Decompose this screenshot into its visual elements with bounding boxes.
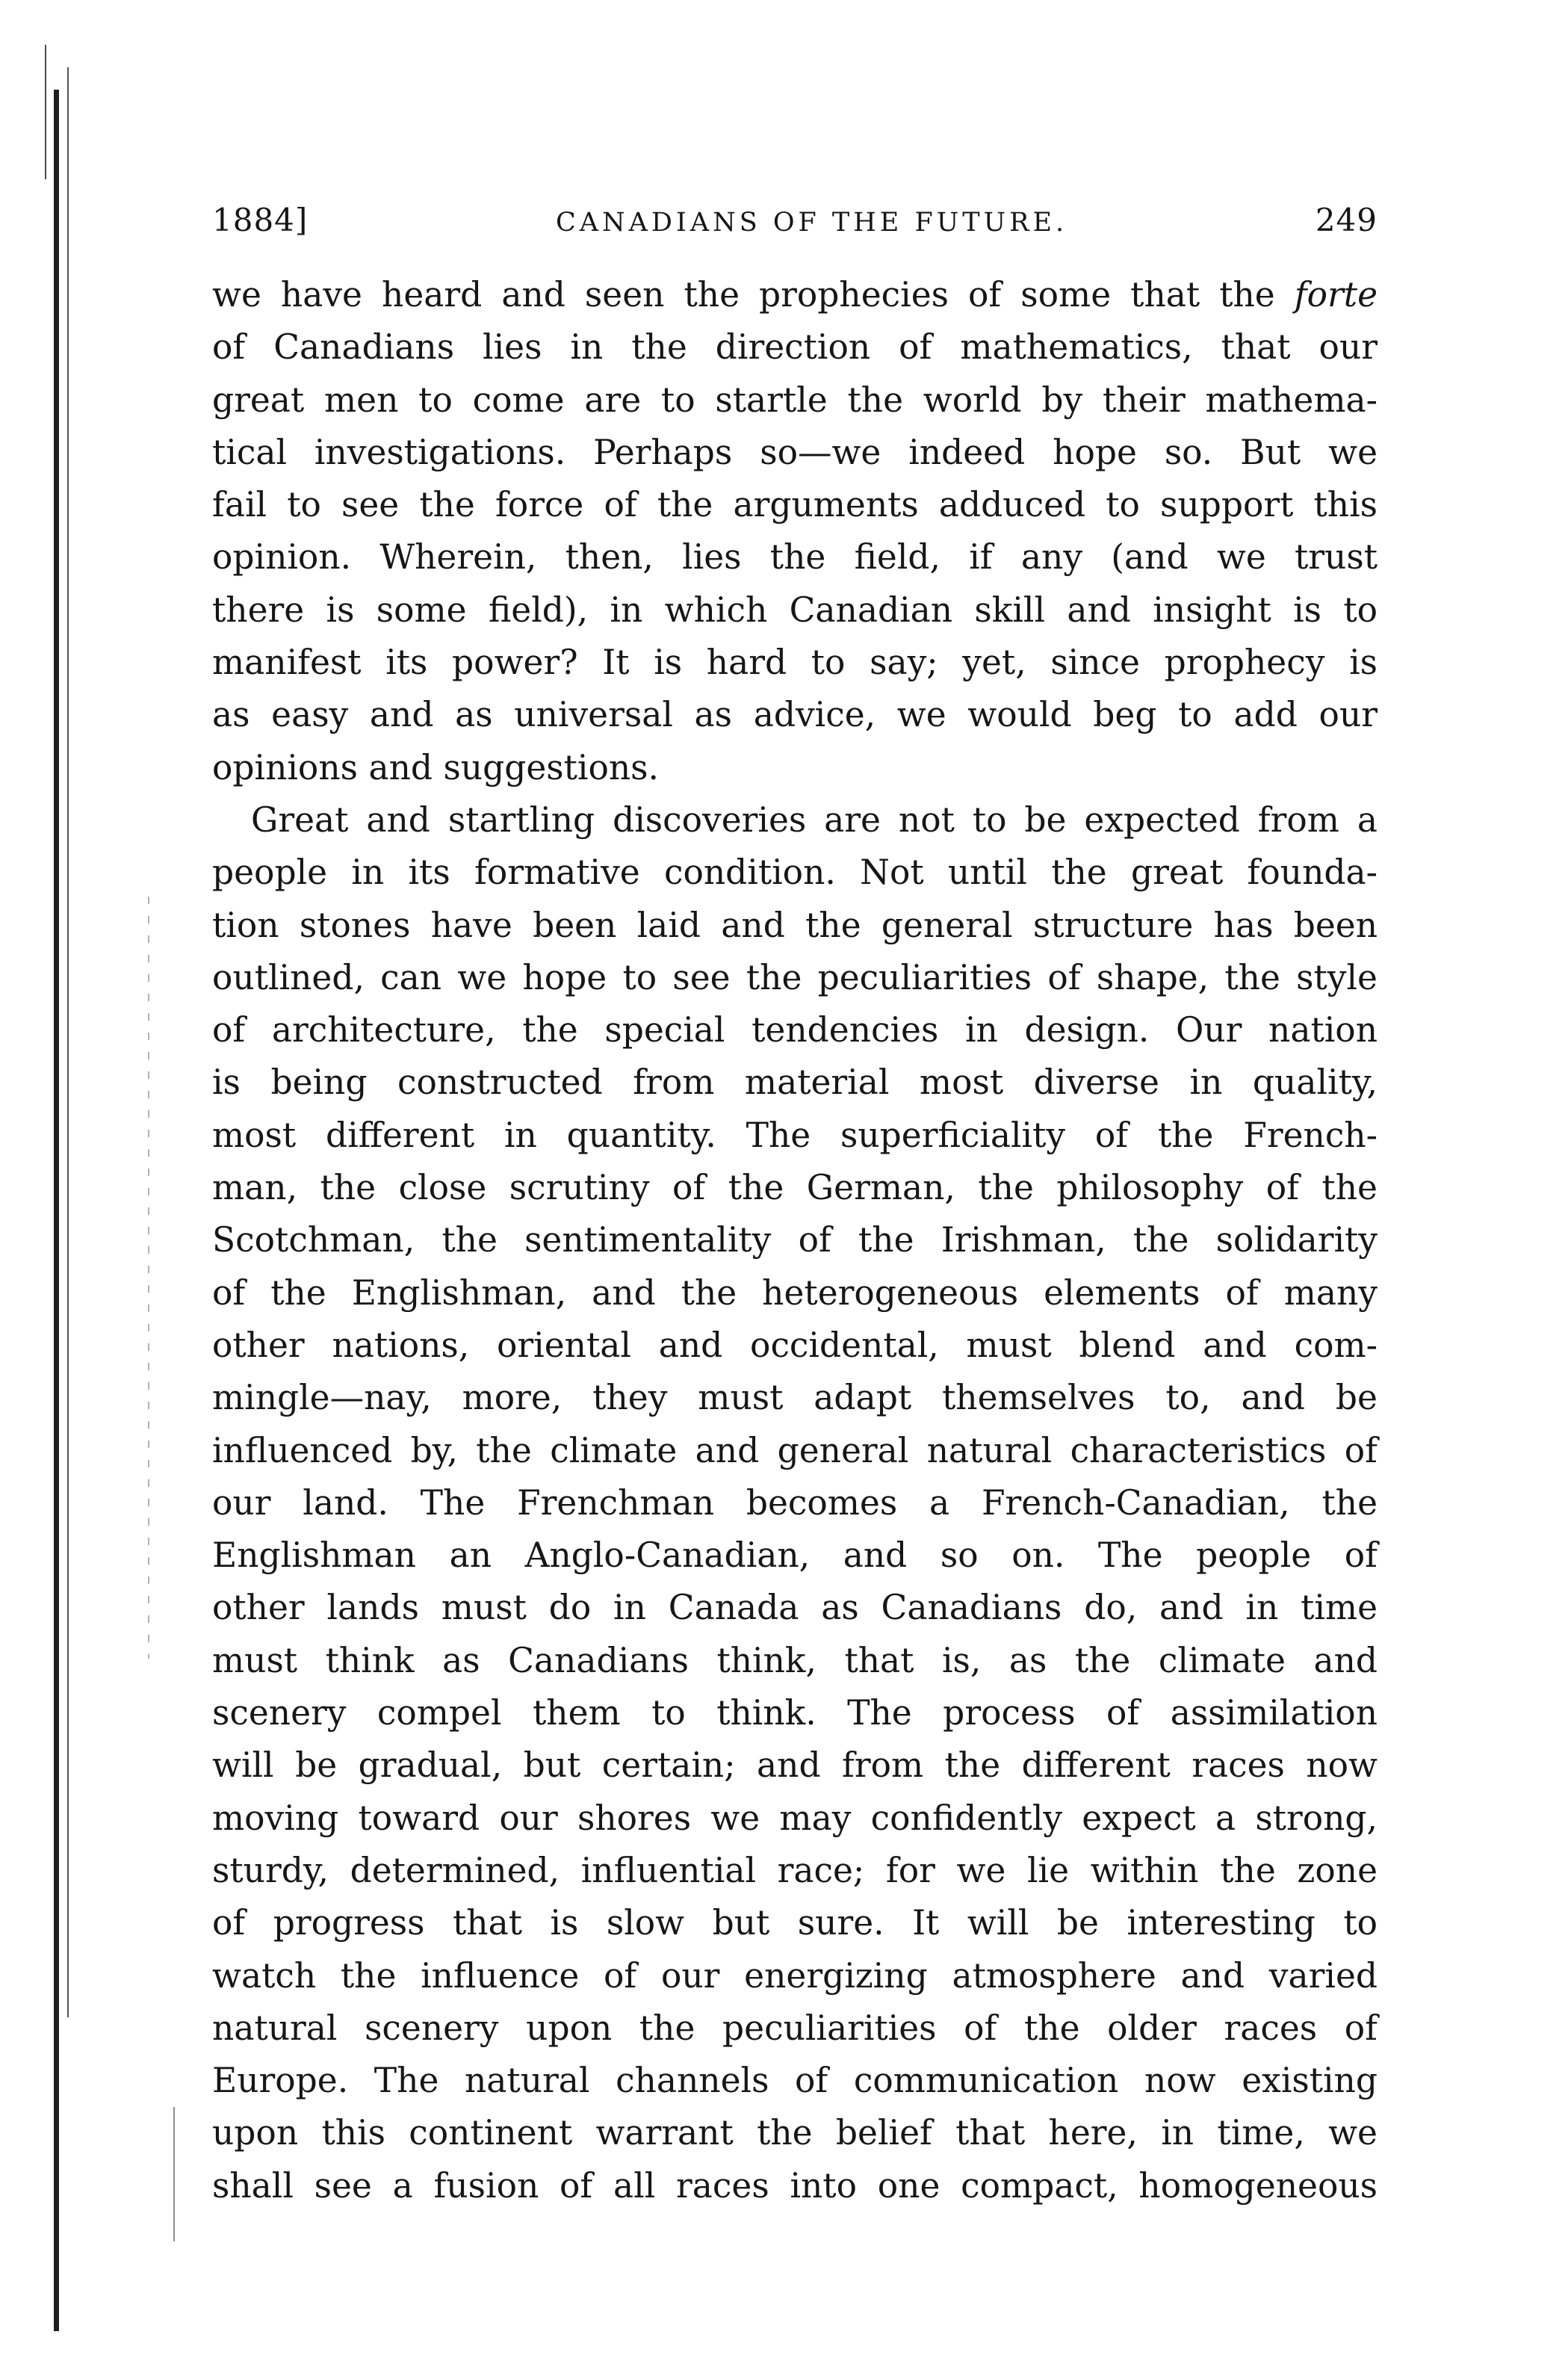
paragraph-2 — [212, 794, 1378, 2212]
text-line: Scotchman, the sentimentality of the Irishman, the solidarity — [212, 1220, 1378, 1260]
header-year: 1884] — [212, 202, 309, 238]
text-line: as easy and as universal as advice, we would beg to add our — [212, 695, 1378, 735]
text-line: man, the close scrutiny of the German, the philosophy of the — [212, 1168, 1378, 1208]
text-line: most different in quantity. The superficiality of the French- — [212, 1115, 1378, 1155]
text-line: great men to come are to startle the world by their mathema- — [212, 380, 1378, 420]
text-line: moving toward our shores we may confidently expect a strong, — [212, 1798, 1378, 1838]
text-line: will be gradual, but certain; and from the different races now — [212, 1745, 1378, 1786]
text-line: of the Englishman, and the heterogeneous elements of many — [212, 1272, 1378, 1313]
text-line: people in its formative condition. Not until the great founda- — [212, 853, 1378, 893]
text-line: sturdy, determined, influential race; for we lie within the zone — [212, 1850, 1378, 1890]
text-line: watch the influence of our energizing atmosphere and varied — [212, 1955, 1378, 1996]
text-line: is being constructed from material most diverse in quality, — [212, 1062, 1378, 1103]
binding-rule — [45, 45, 46, 179]
binding-rule — [54, 90, 59, 2331]
page-number: 249 — [1315, 202, 1378, 238]
text-line: of Canadians lies in the direction of mathematics, that our — [212, 327, 1378, 368]
text-line: Great and startling discoveries are not to be expected from a — [251, 799, 1378, 840]
text-line: our land. The Frenchman becomes a French-Canadian, the — [212, 1482, 1378, 1523]
italic-word: forte — [1294, 275, 1378, 315]
binding-rule — [173, 2107, 175, 2241]
text-line: tion stones have been laid and the general structure has been — [212, 905, 1378, 945]
text-line: opinions and suggestions. — [212, 747, 659, 788]
text-line: tical investigations. Perhaps so—we indeed hope so. But we — [212, 432, 1378, 472]
paragraph-1 — [212, 269, 1378, 794]
text-line: Europe. The natural channels of communication now existing — [212, 2061, 1378, 2101]
text-line — [212, 269, 1378, 321]
book-binding-edge — [39, 45, 188, 2331]
text-line: must think as Canadians think, that is, as the climate and — [212, 1640, 1378, 1680]
text-line: Englishman an Anglo-Canadian, and so on. The people of — [212, 1535, 1378, 1576]
text-line: mingle—nay, more, they must adapt themselves to, and be — [212, 1378, 1378, 1418]
text-segment: we have heard and seen the prophecies of some that the — [212, 275, 1295, 315]
binding-rule — [67, 67, 69, 2017]
text-line: scenery compel them to think. The process of assimilation — [212, 1693, 1378, 1733]
text-line: opinion. Wherein, then, lies the field, if any (and we trust — [212, 537, 1378, 578]
text-line: there is some field), in which Canadian skill and insight is to — [212, 590, 1378, 630]
page-header — [212, 202, 1378, 244]
text-line: fail to see the force of the arguments adduced to support this — [212, 485, 1378, 525]
binding-rule — [148, 897, 149, 1659]
text-line: of progress that is slow but sure. It will be interesting to — [212, 1903, 1378, 1943]
text-line: upon this continent warrant the belief that here, in time, we — [212, 2113, 1378, 2153]
text-line: other lands must do in Canada as Canadians do, and in time — [212, 1588, 1378, 1628]
running-title: CANADIANS OF THE FUTURE. — [555, 208, 1068, 238]
text-line: manifest its power? It is hard to say; yet, since prophecy is — [212, 643, 1378, 683]
book-page — [212, 202, 1378, 2212]
text-line: outlined, can we hope to see the peculiarities of shape, the style — [212, 957, 1378, 997]
text-line: of architecture, the special tendencies in design. Our nation — [212, 1010, 1378, 1051]
text-line: influenced by, the climate and general natural characteristics of — [212, 1430, 1378, 1470]
text-line: natural scenery upon the peculiarities of the older races of — [212, 2008, 1378, 2048]
text-line: shall see a fusion of all races into one compact, homogeneous — [212, 2165, 1378, 2206]
body-text — [212, 269, 1378, 2212]
text-line: other nations, oriental and occidental, must blend and com- — [212, 1325, 1378, 1365]
